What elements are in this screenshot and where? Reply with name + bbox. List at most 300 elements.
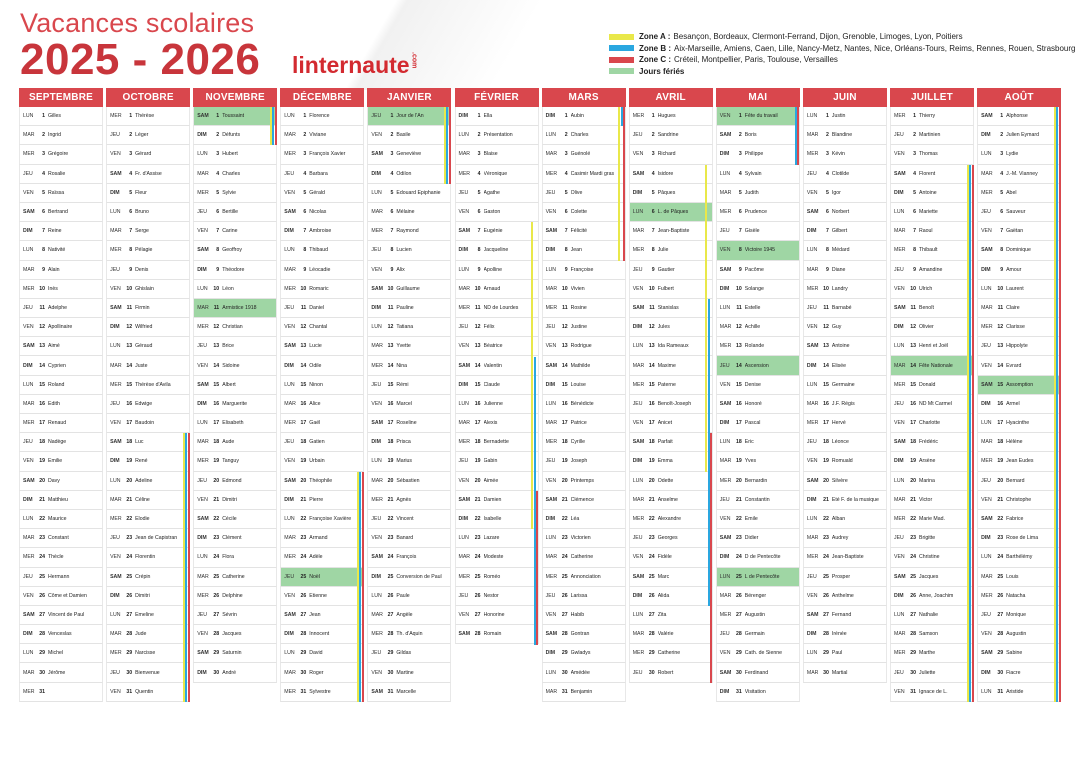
day-cell[interactable] (455, 395, 539, 414)
day-cell[interactable] (367, 126, 451, 145)
day-cell[interactable] (890, 184, 974, 203)
day-cell[interactable] (280, 145, 364, 164)
day-cell[interactable] (803, 625, 887, 644)
day-cell[interactable] (19, 241, 103, 260)
day-cell[interactable] (716, 433, 800, 452)
month-header[interactable]: JUILLET (890, 88, 974, 107)
day-cell[interactable] (629, 625, 713, 644)
day-cell[interactable] (542, 529, 626, 548)
day-cell[interactable] (455, 184, 539, 203)
day-cell[interactable] (367, 145, 451, 164)
day-cell[interactable] (716, 145, 800, 164)
day-cell[interactable] (19, 529, 103, 548)
day-cell[interactable] (193, 452, 277, 471)
day-cell[interactable] (106, 644, 190, 663)
day-cell[interactable] (803, 222, 887, 241)
day-cell[interactable] (193, 145, 277, 164)
day-cell[interactable] (629, 395, 713, 414)
day-cell[interactable] (890, 145, 974, 164)
day-cell[interactable] (106, 165, 190, 184)
day-cell[interactable] (193, 280, 277, 299)
day-cell[interactable] (193, 510, 277, 529)
day-cell[interactable] (716, 568, 800, 587)
day-cell[interactable] (106, 663, 190, 682)
day-cell[interactable] (106, 376, 190, 395)
day-cell[interactable] (629, 261, 713, 280)
day-cell[interactable] (890, 644, 974, 663)
day-cell[interactable] (716, 280, 800, 299)
day-cell[interactable] (106, 318, 190, 337)
day-cell[interactable] (455, 107, 539, 126)
day-cell[interactable] (106, 452, 190, 471)
day-cell[interactable] (977, 510, 1061, 529)
day-cell[interactable] (542, 395, 626, 414)
day-cell[interactable] (803, 491, 887, 510)
day-cell[interactable] (455, 606, 539, 625)
day-cell[interactable] (803, 452, 887, 471)
day-cell[interactable] (280, 126, 364, 145)
day-cell[interactable] (803, 548, 887, 567)
day-cell[interactable] (280, 510, 364, 529)
day-cell[interactable] (106, 126, 190, 145)
day-cell[interactable] (193, 261, 277, 280)
day-cell[interactable] (193, 222, 277, 241)
day-cell[interactable] (977, 395, 1061, 414)
day-cell[interactable] (803, 395, 887, 414)
day-cell[interactable] (455, 299, 539, 318)
day-cell[interactable] (803, 472, 887, 491)
day-cell[interactable] (890, 299, 974, 318)
day-cell[interactable] (193, 472, 277, 491)
day-cell[interactable] (890, 472, 974, 491)
day-cell[interactable] (193, 299, 277, 318)
day-cell[interactable] (455, 261, 539, 280)
day-cell[interactable] (193, 433, 277, 452)
day-cell[interactable] (280, 625, 364, 644)
month-header[interactable]: MARS (542, 88, 626, 107)
day-cell[interactable] (19, 663, 103, 682)
month-header[interactable]: JUIN (803, 88, 887, 107)
day-cell[interactable] (803, 126, 887, 145)
day-cell[interactable] (455, 510, 539, 529)
day-cell[interactable] (890, 414, 974, 433)
day-cell[interactable] (19, 184, 103, 203)
day-cell[interactable] (716, 644, 800, 663)
day-cell[interactable] (803, 337, 887, 356)
day-cell[interactable] (977, 337, 1061, 356)
day-cell[interactable] (367, 663, 451, 682)
day-cell[interactable] (977, 126, 1061, 145)
day-cell[interactable] (977, 184, 1061, 203)
day-cell[interactable] (542, 184, 626, 203)
day-cell[interactable] (367, 241, 451, 260)
day-cell[interactable] (367, 510, 451, 529)
day-cell[interactable] (803, 568, 887, 587)
day-cell[interactable] (367, 107, 451, 126)
day-cell[interactable] (629, 587, 713, 606)
day-cell[interactable] (106, 337, 190, 356)
day-cell[interactable] (629, 376, 713, 395)
day-cell[interactable] (455, 587, 539, 606)
day-cell[interactable] (367, 280, 451, 299)
day-cell[interactable] (106, 548, 190, 567)
day-cell[interactable] (890, 587, 974, 606)
day-cell[interactable] (106, 356, 190, 375)
day-cell[interactable] (716, 510, 800, 529)
day-cell[interactable] (106, 203, 190, 222)
day-cell[interactable] (977, 299, 1061, 318)
day-cell[interactable] (629, 548, 713, 567)
day-cell[interactable] (193, 241, 277, 260)
day-cell[interactable] (19, 683, 103, 702)
day-cell[interactable] (367, 491, 451, 510)
day-cell[interactable] (716, 126, 800, 145)
day-cell[interactable] (716, 529, 800, 548)
day-cell[interactable] (367, 452, 451, 471)
day-cell[interactable] (977, 261, 1061, 280)
day-cell[interactable] (193, 491, 277, 510)
day-cell[interactable] (629, 318, 713, 337)
day-cell[interactable] (367, 625, 451, 644)
day-cell[interactable] (367, 683, 451, 702)
day-cell[interactable] (629, 241, 713, 260)
day-cell[interactable] (890, 241, 974, 260)
day-cell[interactable] (977, 280, 1061, 299)
day-cell[interactable] (716, 376, 800, 395)
day-cell[interactable] (19, 606, 103, 625)
day-cell[interactable] (977, 644, 1061, 663)
day-cell[interactable] (542, 356, 626, 375)
day-cell[interactable] (19, 587, 103, 606)
day-cell[interactable] (803, 606, 887, 625)
day-cell[interactable] (542, 510, 626, 529)
day-cell[interactable] (629, 280, 713, 299)
day-cell[interactable] (542, 376, 626, 395)
day-cell[interactable] (19, 222, 103, 241)
day-cell[interactable] (19, 337, 103, 356)
day-cell[interactable] (193, 625, 277, 644)
day-cell[interactable] (280, 414, 364, 433)
day-cell[interactable] (629, 145, 713, 164)
day-cell[interactable] (280, 491, 364, 510)
day-cell[interactable] (455, 126, 539, 145)
day-cell[interactable] (19, 625, 103, 644)
day-cell[interactable] (455, 337, 539, 356)
day-cell[interactable] (977, 452, 1061, 471)
day-cell[interactable] (716, 261, 800, 280)
day-cell[interactable] (977, 107, 1061, 126)
day-cell[interactable] (280, 203, 364, 222)
day-cell[interactable] (280, 395, 364, 414)
day-cell[interactable] (716, 203, 800, 222)
day-cell[interactable] (106, 145, 190, 164)
month-header[interactable]: OCTOBRE (106, 88, 190, 107)
day-cell[interactable] (629, 644, 713, 663)
day-cell[interactable] (280, 184, 364, 203)
day-cell[interactable] (19, 107, 103, 126)
day-cell[interactable] (977, 145, 1061, 164)
day-cell[interactable] (803, 587, 887, 606)
day-cell[interactable] (280, 683, 364, 702)
day-cell[interactable] (629, 126, 713, 145)
day-cell[interactable] (716, 587, 800, 606)
day-cell[interactable] (890, 318, 974, 337)
day-cell[interactable] (977, 529, 1061, 548)
linternaute-logo[interactable] (292, 52, 418, 79)
day-cell[interactable] (803, 433, 887, 452)
day-cell[interactable] (977, 587, 1061, 606)
day-cell[interactable] (367, 337, 451, 356)
day-cell[interactable] (19, 261, 103, 280)
month-header[interactable]: MAI (716, 88, 800, 107)
day-cell[interactable] (542, 165, 626, 184)
day-cell[interactable] (542, 241, 626, 260)
day-cell[interactable] (193, 587, 277, 606)
day-cell[interactable] (542, 222, 626, 241)
day-cell[interactable] (716, 663, 800, 682)
day-cell[interactable] (890, 625, 974, 644)
day-cell[interactable] (193, 376, 277, 395)
day-cell[interactable] (716, 683, 800, 702)
day-cell[interactable] (629, 491, 713, 510)
day-cell[interactable] (542, 203, 626, 222)
day-cell[interactable] (106, 625, 190, 644)
day-cell[interactable] (106, 606, 190, 625)
day-cell[interactable] (106, 491, 190, 510)
day-cell[interactable] (280, 472, 364, 491)
day-cell[interactable] (977, 472, 1061, 491)
day-cell[interactable] (977, 433, 1061, 452)
day-cell[interactable] (455, 529, 539, 548)
day-cell[interactable] (19, 126, 103, 145)
day-cell[interactable] (629, 299, 713, 318)
day-cell[interactable] (542, 337, 626, 356)
day-cell[interactable] (193, 606, 277, 625)
day-cell[interactable] (716, 241, 800, 260)
day-cell[interactable] (890, 107, 974, 126)
day-cell[interactable] (716, 452, 800, 471)
day-cell[interactable] (455, 222, 539, 241)
day-cell[interactable] (542, 433, 626, 452)
day-cell[interactable] (193, 165, 277, 184)
day-cell[interactable] (977, 356, 1061, 375)
day-cell[interactable] (542, 644, 626, 663)
day-cell[interactable] (280, 376, 364, 395)
day-cell[interactable] (542, 683, 626, 702)
day-cell[interactable] (193, 126, 277, 145)
day-cell[interactable] (367, 299, 451, 318)
day-cell[interactable] (890, 261, 974, 280)
day-cell[interactable] (19, 318, 103, 337)
day-cell[interactable] (629, 472, 713, 491)
day-cell[interactable] (19, 644, 103, 663)
month-header[interactable]: SEPTEMBRE (19, 88, 103, 107)
day-cell[interactable] (367, 548, 451, 567)
day-cell[interactable] (19, 472, 103, 491)
day-cell[interactable] (367, 261, 451, 280)
day-cell[interactable] (542, 606, 626, 625)
day-cell[interactable] (977, 625, 1061, 644)
day-cell[interactable] (716, 548, 800, 567)
day-cell[interactable] (977, 491, 1061, 510)
day-cell[interactable] (106, 529, 190, 548)
day-cell[interactable] (193, 663, 277, 682)
day-cell[interactable] (629, 452, 713, 471)
day-cell[interactable] (890, 683, 974, 702)
day-cell[interactable] (367, 165, 451, 184)
day-cell[interactable] (455, 376, 539, 395)
day-cell[interactable] (803, 318, 887, 337)
day-cell[interactable] (803, 376, 887, 395)
day-cell[interactable] (890, 568, 974, 587)
day-cell[interactable] (106, 395, 190, 414)
day-cell[interactable] (716, 414, 800, 433)
day-cell[interactable] (193, 568, 277, 587)
day-cell[interactable] (977, 165, 1061, 184)
day-cell[interactable] (716, 625, 800, 644)
day-cell[interactable] (367, 203, 451, 222)
day-cell[interactable] (716, 318, 800, 337)
day-cell[interactable] (542, 107, 626, 126)
day-cell[interactable] (977, 548, 1061, 567)
day-cell[interactable] (803, 414, 887, 433)
month-header[interactable]: AOÛT (977, 88, 1061, 107)
day-cell[interactable] (19, 491, 103, 510)
day-cell[interactable] (193, 337, 277, 356)
day-cell[interactable] (455, 165, 539, 184)
day-cell[interactable] (455, 433, 539, 452)
month-header[interactable]: NOVEMBRE (193, 88, 277, 107)
day-cell[interactable] (716, 491, 800, 510)
day-cell[interactable] (106, 184, 190, 203)
day-cell[interactable] (803, 529, 887, 548)
day-cell[interactable] (106, 472, 190, 491)
day-cell[interactable] (542, 587, 626, 606)
day-cell[interactable] (890, 356, 974, 375)
day-cell[interactable] (280, 261, 364, 280)
day-cell[interactable] (890, 222, 974, 241)
day-cell[interactable] (890, 126, 974, 145)
day-cell[interactable] (542, 299, 626, 318)
day-cell[interactable] (280, 568, 364, 587)
day-cell[interactable] (542, 261, 626, 280)
day-cell[interactable] (629, 222, 713, 241)
day-cell[interactable] (455, 318, 539, 337)
day-cell[interactable] (716, 395, 800, 414)
day-cell[interactable] (193, 203, 277, 222)
day-cell[interactable] (367, 587, 451, 606)
day-cell[interactable] (542, 548, 626, 567)
day-cell[interactable] (977, 663, 1061, 682)
day-cell[interactable] (193, 107, 277, 126)
day-cell[interactable] (193, 318, 277, 337)
day-cell[interactable] (977, 568, 1061, 587)
day-cell[interactable] (890, 452, 974, 471)
day-cell[interactable] (455, 472, 539, 491)
day-cell[interactable] (367, 433, 451, 452)
day-cell[interactable] (629, 337, 713, 356)
day-cell[interactable] (280, 644, 364, 663)
day-cell[interactable] (629, 107, 713, 126)
day-cell[interactable] (716, 222, 800, 241)
day-cell[interactable] (367, 184, 451, 203)
day-cell[interactable] (542, 126, 626, 145)
day-cell[interactable] (19, 165, 103, 184)
day-cell[interactable] (890, 165, 974, 184)
day-cell[interactable] (280, 433, 364, 452)
day-cell[interactable] (803, 280, 887, 299)
day-cell[interactable] (19, 568, 103, 587)
day-cell[interactable] (890, 337, 974, 356)
day-cell[interactable] (716, 165, 800, 184)
day-cell[interactable] (542, 318, 626, 337)
day-cell[interactable] (629, 510, 713, 529)
day-cell[interactable] (367, 376, 451, 395)
day-cell[interactable] (19, 414, 103, 433)
day-cell[interactable] (455, 568, 539, 587)
day-cell[interactable] (19, 548, 103, 567)
day-cell[interactable] (106, 510, 190, 529)
day-cell[interactable] (280, 663, 364, 682)
day-cell[interactable] (19, 299, 103, 318)
month-header[interactable]: AVRIL (629, 88, 713, 107)
day-cell[interactable] (629, 414, 713, 433)
day-cell[interactable] (106, 299, 190, 318)
day-cell[interactable] (193, 356, 277, 375)
day-cell[interactable] (280, 356, 364, 375)
day-cell[interactable] (977, 683, 1061, 702)
day-cell[interactable] (367, 644, 451, 663)
day-cell[interactable] (193, 414, 277, 433)
day-cell[interactable] (890, 280, 974, 299)
day-cell[interactable] (716, 107, 800, 126)
day-cell[interactable] (19, 280, 103, 299)
day-cell[interactable] (367, 568, 451, 587)
day-cell[interactable] (542, 145, 626, 164)
day-cell[interactable] (629, 606, 713, 625)
day-cell[interactable] (629, 568, 713, 587)
day-cell[interactable] (193, 395, 277, 414)
day-cell[interactable] (542, 452, 626, 471)
day-cell[interactable] (455, 548, 539, 567)
day-cell[interactable] (890, 510, 974, 529)
day-cell[interactable] (977, 318, 1061, 337)
day-cell[interactable] (977, 203, 1061, 222)
day-cell[interactable] (542, 663, 626, 682)
day-cell[interactable] (193, 548, 277, 567)
day-cell[interactable] (455, 491, 539, 510)
day-cell[interactable] (280, 337, 364, 356)
day-cell[interactable] (629, 663, 713, 682)
day-cell[interactable] (19, 510, 103, 529)
day-cell[interactable] (890, 203, 974, 222)
day-cell[interactable] (106, 261, 190, 280)
day-cell[interactable] (977, 241, 1061, 260)
day-cell[interactable] (193, 529, 277, 548)
day-cell[interactable] (367, 318, 451, 337)
day-cell[interactable] (280, 452, 364, 471)
day-cell[interactable] (19, 376, 103, 395)
day-cell[interactable] (977, 376, 1061, 395)
day-cell[interactable] (890, 376, 974, 395)
day-cell[interactable] (106, 683, 190, 702)
day-cell[interactable] (803, 299, 887, 318)
day-cell[interactable] (455, 356, 539, 375)
day-cell[interactable] (455, 241, 539, 260)
day-cell[interactable] (977, 222, 1061, 241)
day-cell[interactable] (455, 203, 539, 222)
day-cell[interactable] (280, 548, 364, 567)
